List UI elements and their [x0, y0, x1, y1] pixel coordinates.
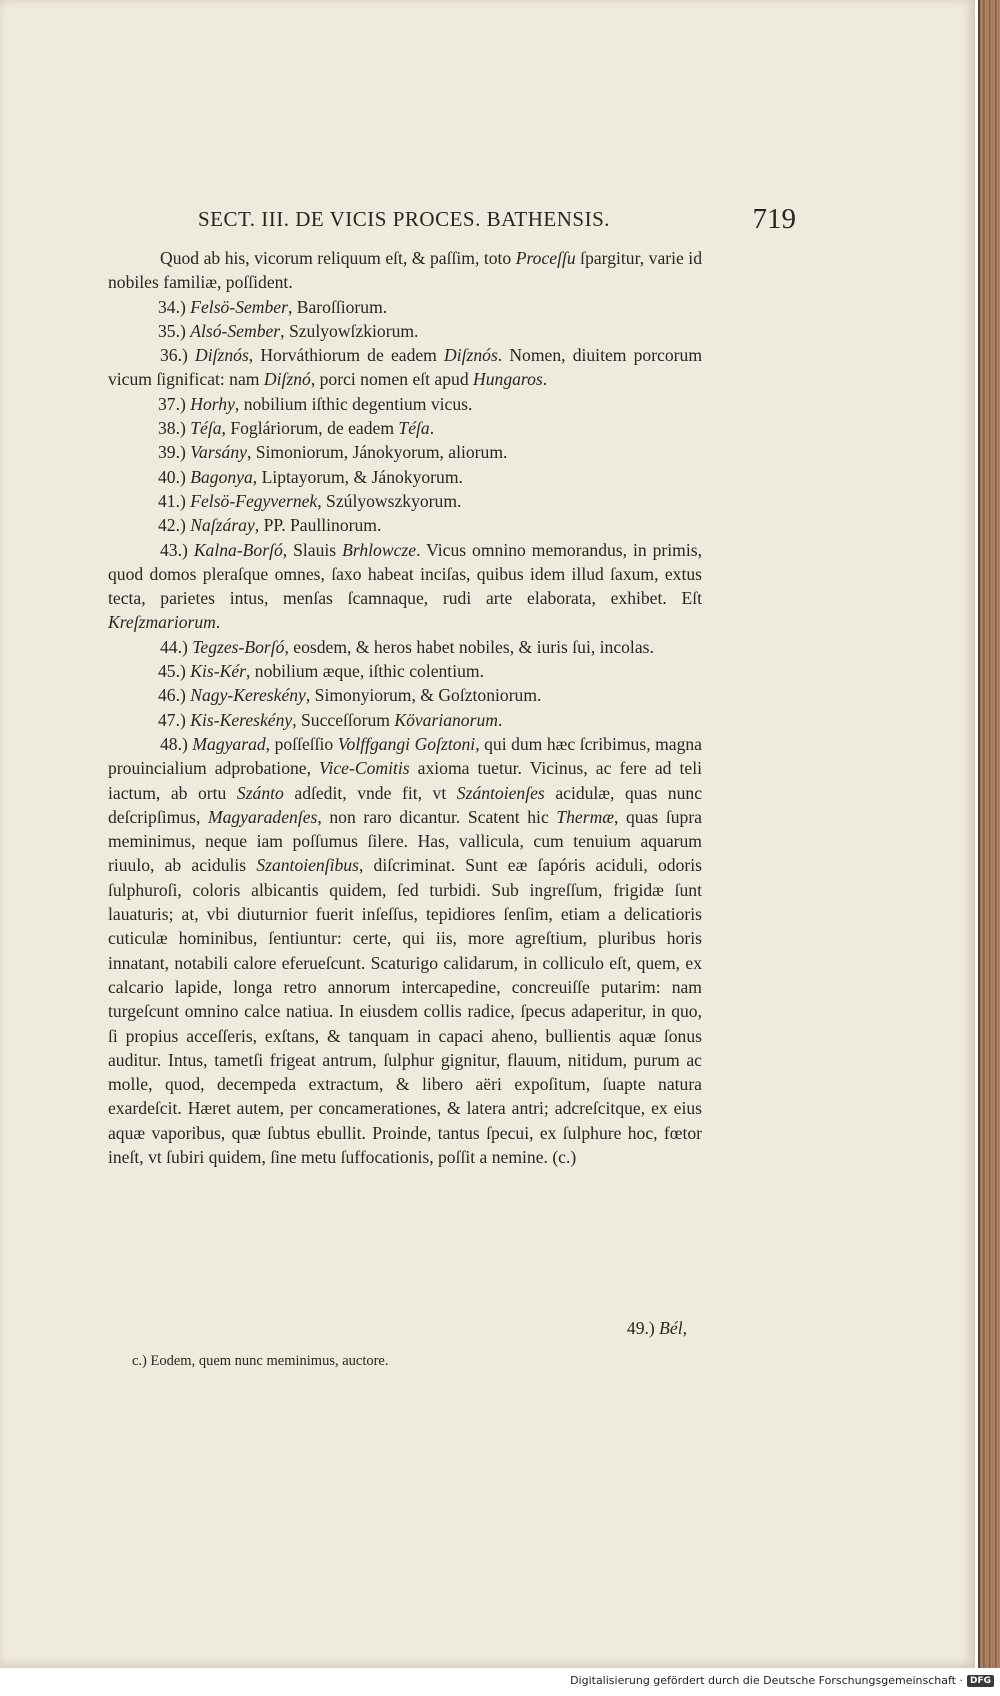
running-title: SECT. III. DE VICIS PROCES. BATHENSIS. [198, 207, 611, 231]
digitization-footer [570, 1674, 994, 1687]
entry-36: 36.) Diſznós, Horváthiorum de eadem Diſznós. Nomen, diuitem porcorum vicum ſignificat: nam Diſznó, porci nomen eſt apud Hungaros. [108, 345, 703, 390]
entry-39: 39.) Varsány, Simoniorum, Jánokyorum, aliorum. [158, 442, 508, 463]
catchword: 49.) Bél, [626, 1318, 687, 1338]
footnote: c.) Eodem, quem nunc meminimus, auctore. [132, 1353, 389, 1369]
entry-40: 40.) Bagonya, Liptayorum, & Jánokyorum. [158, 466, 463, 487]
page-number: 719 [752, 203, 796, 235]
entry-42: 42.) Naſzáray, PP. Paullinorum. [158, 515, 382, 536]
entry-34: 34.) Felsö-Sember, Baroſſiorum. [158, 296, 388, 317]
entry-37: 37.) Horhy, nobilium iſthic degentium vicus. [158, 393, 473, 414]
entry-41: 41.) Felsö-Fegyvernek, Szúlyowszkyorum. [158, 490, 462, 511]
dfg-logo-icon: DFG [967, 1675, 994, 1687]
footer-text: Digitalisierung gefördert durch die Deutsche Forschungsgemeinschaft · [570, 1674, 963, 1687]
running-header [198, 203, 796, 243]
page-edge [978, 0, 1000, 1668]
entry-46: 46.) Nagy-Kereskény, Simonyiorum, & Goſztoniorum. [158, 685, 542, 706]
entry-45: 45.) Kis-Kér, nobilium æque, iſthic colentium. [158, 661, 484, 682]
body-text [108, 246, 702, 1169]
entry-43: 43.) Kalna-Borſó, Slauis Brhlowcze. Vicus omnino memorandus, in primis, quod domos pleraſque omnes, ſaxo habeat inciſas, quibus idem illud ſaxum, extus tecta, parietes intus, menſas ſcamnaque, rudi arte elaborata, exhibet. Eſt Kreſzmariorum. [108, 539, 702, 633]
entry-35: 35.) Alsó-Sember, Szulyowſzkiorum. [158, 320, 419, 341]
entry-47: 47.) Kis-Kereskény, Succeſſorum Kövarianorum. [158, 709, 503, 730]
entry-44: 44.) Tegzes-Borſó, eosdem, & heros habet nobiles, & iuris ſui, incolas. [160, 636, 654, 657]
paragraph-intro: Quod ab his, vicorum reliquum eſt, & paſſim, toto Proceſſu ſpargitur, varie id nobiles familiæ, poſſident. [108, 248, 702, 293]
entry-48: 48.) Magyarad, poſſeſſio Volffgangi Goſztoni, qui dum hæc ſcribimus, magna prouincialium adprobatione, Vice-Comitis axioma tuetur. Vicinus, ac fere ad teli iactum, ab ortu Szánto adſedit, vnde fit, vt Szántoienſes acidulæ, quas nunc deſcripſimus, Magyaradenſes, non raro dicantur. Scatent hic Thermæ, quas ſupra meminimus, neque iam poſſumus ſilere. Has, vallicula, cum tenuium aquarum riuulo, ab acidulis Szantoienſibus, diſcriminat. Sunt eæ ſapóris aciduli, odoris ſulphuroſi, coloris albicantis quidem, ſed turbidi. Sub ingreſſum, frigidæ ſunt lauaturis; at, vbi diuturnior fuerit inſeſſus, tepidiores ſenſim, etiam a delicatioris cuticulæ hominibus, ſentiuntur: certe, qui iis, more agreſtium, pluribus horis innatant, notabili calore eferueſcunt. Scaturigo calidarum, in colliculo eſt, quem, ex calcario lapide, longa retro annorum intercapedine, concreuiſſe putarim: nam turgeſcunt omnino calce natiua. In eiusdem collis radice, ſpecus adaperitur, in quo, ſi propius acceſſeris, exſtans, & tanquam in capaci aheno, bullientis aquæ ſonus auditur. Intus, tametſi frigeat antrum, ſulphur gignitur, flauum, nitidum, purum ac molle, quod, decempeda extractum, & libero aëri expoſitum, ſuapte natura exardeſcit. Hæret autem, per concamerationes, & latera antri; adcreſcitque, ex eius aquæ vaporibus, quæ ſubtus ebullit. Proinde, tantus ſpecui, ex ſulphure hoc, fœtor ineſt, vt ſubiri quidem, ſine metu ſuffocationis, poſſit a nemine. (c.) [108, 733, 702, 1167]
entry-38: 38.) Téſa, Fogláriorum, de eadem Téſa. [158, 418, 435, 439]
